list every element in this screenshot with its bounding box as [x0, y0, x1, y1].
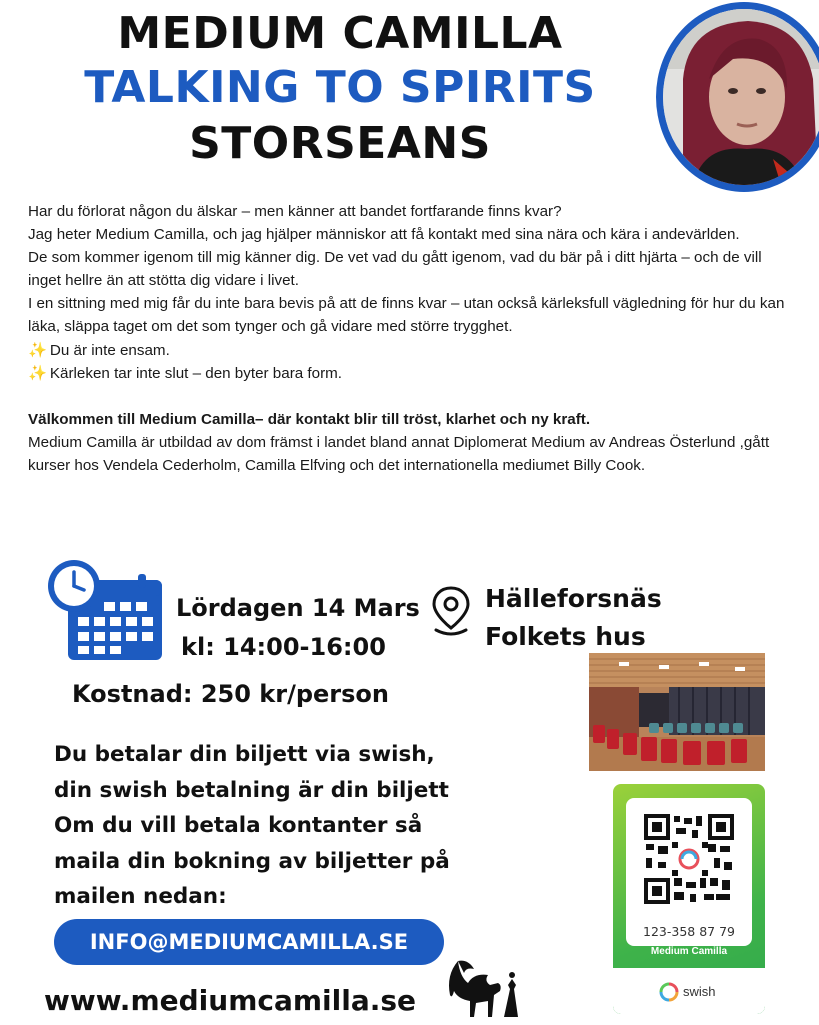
sparkles-icon: ✨: [28, 364, 47, 382]
title-line-3: STORSEANS: [189, 118, 491, 169]
calendar-clock-icon: [46, 558, 166, 662]
sparkle-line-1-text: Du är inte ensam.: [49, 341, 170, 359]
email-button[interactable]: INFO@MEDIUMCAMILLA.SE: [54, 919, 444, 965]
intro-paragraph-3: De som kommer igenom till mig känner dig. De vet vad du gått igenom, vad du bär på i ditt hjärta – och de vill inget hellre än att stötta dig vidare i livet.: [28, 249, 762, 290]
event-place-line-2: Folkets hus: [485, 622, 646, 651]
sparkle-line-2: [28, 362, 798, 385]
payment-line-3: Om du vill betala kontanter så: [54, 813, 423, 838]
intro-paragraph-1: Har du förlorat någon du älskar – men känner att bandet fortfarande finns kvar?: [28, 203, 562, 220]
intro-text: [28, 200, 798, 477]
payment-line-2: din swish betalning är din biljett: [54, 777, 449, 803]
sparkle-line-1: [28, 339, 798, 362]
payment-line-5: mailen nedan:: [54, 884, 227, 909]
intro-paragraph-2: Jag heter Medium Camilla, och jag hjälper människor att få kontakt med sina nära och kära i andevärlden.: [28, 226, 740, 244]
payment-line-1: Du betalar din biljett via swish,: [54, 742, 435, 767]
sparkles-icon: ✨: [28, 341, 47, 359]
event-place-line-1: Hälleforsnäs: [485, 584, 662, 613]
credentials-text: Medium Camilla är utbildad av dom främst i landet bland annat Diplomerat Medium av Andreas Österlund ,gått kurser hos Vendela Cederholm, Camilla Elfving och det internationella mediumet Billy Cook.: [28, 433, 770, 474]
swish-logo-icon: [659, 982, 679, 1002]
intro-paragraph-4: I en sittning med mig får du inte bara bevis på att de finns kvar – utan också kärleksfull vägledning för hur du kan läka, släppa taget om det som tynger och gå vidare med större trygghet.: [28, 295, 785, 336]
swish-name: Medium Camilla: [650, 946, 728, 957]
sparkle-line-2-text: Kärleken tar inte slut – den byter bara form.: [49, 364, 343, 382]
swish-number: 123-358 87 79: [643, 924, 735, 939]
website-link[interactable]: www.mediumcamilla.se: [44, 984, 417, 1017]
qr-code: [644, 814, 734, 904]
location-pin-icon: [428, 584, 474, 638]
swish-brand-bar: [613, 968, 765, 1014]
swish-qr-card: [613, 784, 765, 1014]
payment-instructions: [54, 737, 450, 915]
hall-photo: [589, 653, 765, 771]
portrait-photo: [656, 2, 819, 192]
qr-code-box: [626, 798, 752, 946]
title-line-2: TALKING TO SPIRITS: [84, 62, 596, 113]
event-cost: Kostnad: 250 kr/person: [72, 680, 390, 708]
welcome-text: Välkommen till Medium Camilla– där kontakt blir till tröst, klarhet och ny kraft.: [28, 410, 591, 428]
payment-line-4: maila din bokning av biljetter på: [54, 848, 450, 874]
title-line-1: MEDIUM CAMILLA: [117, 8, 563, 59]
swish-brand-text: swish: [683, 984, 716, 999]
pegasus-logo-icon: [444, 955, 524, 1021]
event-date: Lördagen 14 Mars: [176, 594, 420, 622]
event-time: kl: 14:00-16:00: [181, 633, 386, 661]
